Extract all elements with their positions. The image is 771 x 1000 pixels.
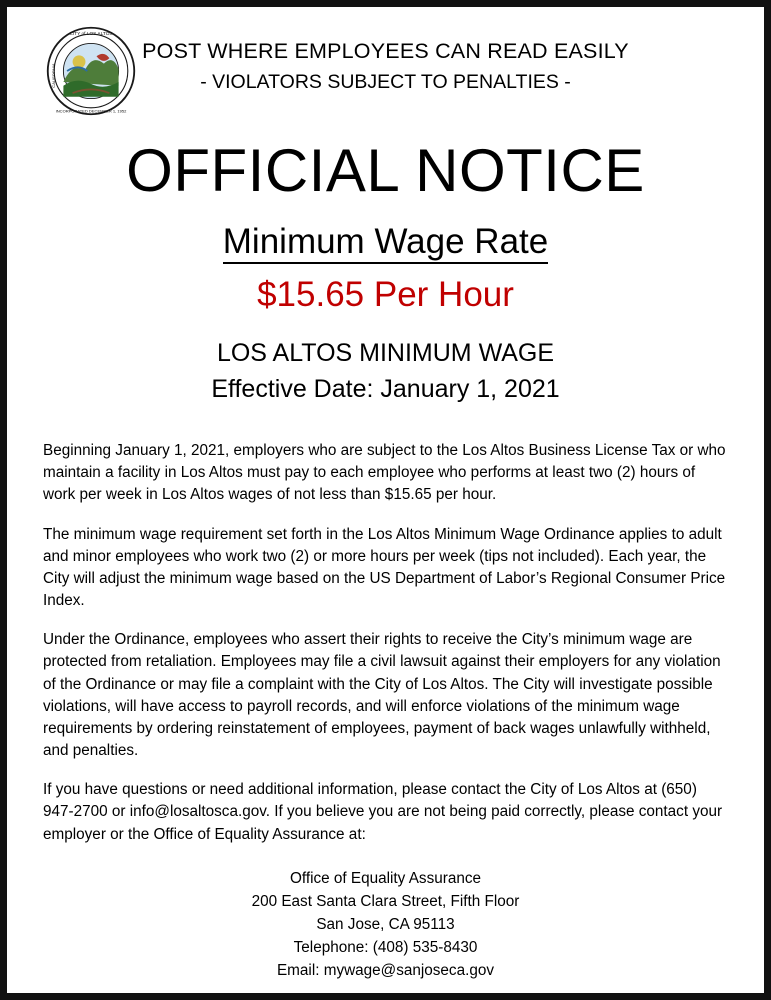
paragraph-4: If you have questions or need additional information, please contact the City of Los Altos at (650) 947-2700 or info@losaltosca.gov. If you believe you are not being paid correctly, please contact your employer or the Office of Equality Assurance at: — [43, 781, 723, 843]
wage-amount: $15.65 Per Hour — [257, 275, 514, 314]
body-copy — [43, 440, 728, 846]
svg-text:CALIFORNIA: CALIFORNIA — [51, 63, 57, 88]
svg-text:INCORPORATED DECEMBER 1, 1952: INCORPORATED DECEMBER 1, 1952 — [55, 108, 127, 114]
contact-address-line-1: 200 East Santa Clara Street, Fifth Floor — [251, 892, 520, 910]
violators-warning-line: - VIOLATORS SUBJECT TO PENALTIES - — [200, 71, 571, 93]
page-title: OFFICIAL NOTICE — [126, 137, 645, 204]
contact-email: Email: mywage@sanjoseca.gov — [276, 961, 495, 979]
wage-rate-label — [43, 222, 728, 262]
paragraph-2: The minimum wage requirement set forth in the Los Altos Minimum Wage Ordinance applies to adult and minor employees who work two (2) or more hours per week (tips not included). Each year, the City will adjust the minimum wage based on the US Department of Labor’s Regional Consumer Price Index. — [43, 525, 726, 610]
poster-header — [43, 17, 728, 117]
program-subtitle: LOS ALTOS MINIMUM WAGE — [216, 339, 555, 367]
header-text-block — [43, 17, 728, 94]
effective-date: Effective Date: January 1, 2021 — [211, 375, 560, 403]
wage-rate-label-text: Minimum Wage Rate — [223, 222, 548, 264]
contact-block — [43, 868, 728, 983]
contact-office-name: Office of Equality Assurance — [289, 869, 482, 887]
paragraph-1: Beginning January 1, 2021, employers who are subject to the Los Altos Business License Tax or who maintain a facility in Los Altos must pay to each employee who performs at least two (2) hours of work per week in Los Altos wages of not less than $15.65 per hour. — [43, 442, 726, 504]
contact-address-line-2: San Jose, CA 95113 — [316, 915, 455, 933]
post-instruction-line: POST WHERE EMPLOYEES CAN READ EASILY — [142, 39, 629, 63]
svg-text:CITY of LOS ALTOS: CITY of LOS ALTOS — [69, 32, 113, 38]
city-seal-icon — [45, 25, 137, 117]
contact-telephone: Telephone: (408) 535-8430 — [293, 938, 478, 956]
paragraph-3: Under the Ordinance, employees who assert their rights to receive the City’s minimum wage are protected from retaliation. Employees may file a civil lawsuit against their employers for any violation of the Ordinance or may file a complaint with the City of Los Altos. The City will investigate possible violations, will have access to payroll records, and will enforce violations of the minimum wage requirements by ordering reinstatement of employees, payment of back wages unlawfully withheld, and penalties. — [43, 631, 721, 760]
